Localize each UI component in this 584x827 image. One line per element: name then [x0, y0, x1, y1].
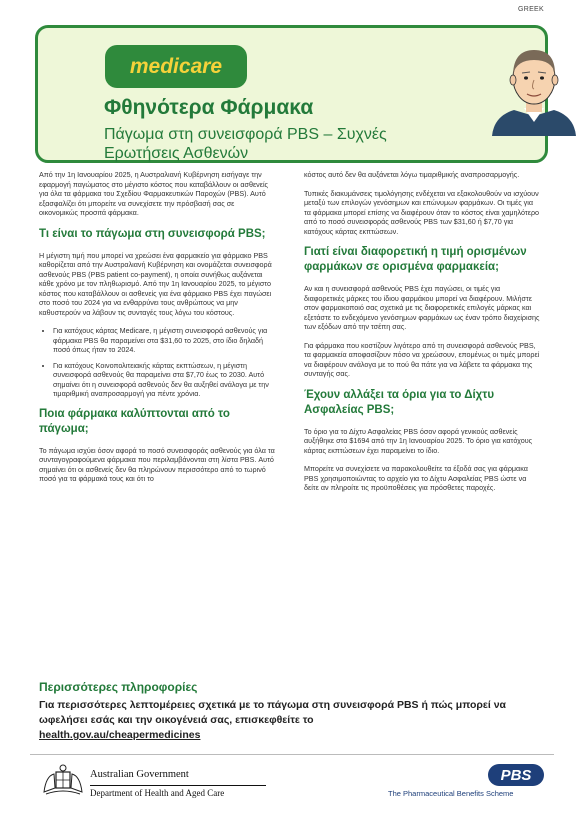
person-illustration-icon [484, 36, 584, 136]
section-heading-medicines: Ποια φάρμακα καλύπτονται από το πάγωμα; [39, 407, 230, 435]
government-name: Australian Government [90, 769, 189, 780]
left-column [39, 170, 275, 493]
right-column [304, 170, 540, 502]
medicines-paragraph: Το πάγωμα ισχύει όσον αφορά το ποσό συνεισφοράς ασθενούς για όλα τα συνταγογραφούμενα φάρμακα που περιλαμβάνονται στη λίστα PBS. Αυτό σημαίνει ότι οι ασθενείς δεν θα πληρώνουν περισσότερο από το τωρινό ποσό για τα φάρμακά τους και ότι το [39, 445, 275, 483]
section-heading-price-difference: Γιατί είναι διαφορετική η τιμή ορισμένων φαρμάκων σε ορισμένα φαρμακεία; [304, 246, 527, 273]
pbs-logo [488, 764, 544, 786]
list-item: • Για κατόχους κάρτας Medicare, η μέγιστη συνεισφορά ασθενούς για φάρμακα PBS θα παραμείνει στα $31,60 το 2025, στο ίδιο δηλαδή ποσό όπως ήταν το 2024. [53, 326, 275, 355]
header-banner [35, 25, 548, 163]
page-title: Φθηνότερα Φάρμακα [104, 96, 314, 119]
intro-paragraph: Από την 1η Ιανουαρίου 2025, η Αυστραλιανή Κυβέρνηση εισήγαγε την εφαρμογή παγώματος στο μέγιστο κόστος που καταβάλλουν οι ασθενείς για όλα τα φάρμακα του Σχεδίου Φαρμακευτικών Παροχών (PBS). Αυτό εξασφαλίζει ότι μπορείτε να συνεχίσετε την πρόσβασή σας σε οικονομικώς προσιτά φάρμακα. [39, 170, 269, 217]
more-info-heading: Περισσότερες πληροφορίες [39, 680, 198, 694]
pbs-tagline: The Pharmaceutical Benefits Scheme [388, 789, 514, 798]
freeze-paragraph: Η μέγιστη τιμή που μπορεί να χρεώσει ένα φαρμακείο για φάρμακο PBS καθορίζεται από την Αυστραλιανή Κυβέρνηση και ονομάζεται συνεισφορά ασθενούς PBS (PBS patient co-payment), η οποία συνήθως αυξάνεται κάθε χρόνο με τον πληθωρισμό. Από την 1η Ιανουαρίου 2025, το μέγιστο κόστος που καταβάλλουν οι ασθενείς για ένα φάρμακο PBS έχει παγώσει στο ποσό του 2024 για να ενθαρρύνει τους ανθρώπους να μην καθυστερούν να λάβουν τις συνταγές τους λόγω του κόστους. [39, 250, 272, 317]
more-info-link[interactable]: health.gov.au/cheapermedicines [39, 729, 201, 741]
list-item: • Για κατόχους Κοινοπολιτειακής κάρτας εκπτώσεων, η μέγιστη συνεισφορά ασθενούς θα παραμείνει στα $7,70 έως το 2030. Αυτό σημαίνει ότι η συνεισφορά ασθενούς δεν θα αυξηθεί ανάλογα με την τιμαριθμική αναπροσαρμογή για πέντε χρόνια. [53, 361, 275, 399]
government-rule [90, 785, 266, 786]
department-name: Department of Health and Aged Care [90, 788, 225, 798]
safety-net-record-paragraph: Μπορείτε να συνεχίσετε να παρακολουθείτε τα έξοδά σας για φάρμακα PBS χρησιμοποιώντας το αρχείο για το Δίχτυ Ασφαλείας PBS ώστε να δείτε αν πληροίτε τις προϋποθέσεις για πρόσθετες παροχές. [304, 464, 528, 492]
more-info-text [39, 698, 539, 743]
section-heading-freeze: Τι είναι το πάγωμα στη συνεισφορά PBS; [39, 227, 266, 240]
medicare-logo: medicare [105, 45, 247, 88]
section-heading-safety-net: Έχουν αλλάξει τα όρια για το Δίχτυ Ασφαλείας PBS; [304, 388, 495, 416]
brand-paragraph: Αν και η συνεισφορά ασθενούς PBS έχει παγώσει, οι τιμές για διαφορετικές μάρκες του ίδιου φαρμάκου μπορεί να διαφέρουν. Μιλήστε στον φαρμακοποιό σας σχετικά με τις διαφορετικές επιλογές μάρκας και εξετάστε το ενδεχόμενο γενόσημων φαρμάκων ως έναν τρόπο διαχείρισης των εξόδων από την τσέπη σας. [304, 284, 540, 331]
pricing-paragraph: Τυπικές διακυμάνσεις τιμολόγησης ενδέχεται να εξακολουθούν να ισχύουν μεταξύ των επιλογών γενόσημων και επώνυμων φαρμάκων. Οι τιμές για τα φάρμακα μπορεί επίσης να διαφέρουν όταν το κόστος είναι χαμηλότερο από το ποσό συνεισφοράς ασθενούς PBS των $31,60 ή $7,70 για κατόχους κάρτας εκπτώσεων. [304, 188, 540, 236]
bullet-list [39, 326, 275, 399]
page-subtitle: Πάγωμα στη συνεισφορά PBS – Συχνές Ερωτήσεις Ασθενών [104, 126, 387, 162]
continued-paragraph: κόστος αυτό δεν θα αυξάνεται λόγω τιμαριθμικής αναπροσαρμογής. [304, 170, 520, 179]
more-info-section [39, 680, 539, 743]
more-info-body: Για περισσότερες λεπτομέρειες σχετικά με το πάγωμα στη συνεισφορά PBS ή πώς μπορεί να ωφελήσει εσάς και την οικογένειά σας, επισκεφθείτε το [39, 699, 506, 726]
pbs-logo-text: PBS [500, 767, 532, 784]
safety-net-paragraph: Το όριο για το Δίχτυ Ασφαλείας PBS όσον αφορά γενικούς ασθενείς αυξήθηκε στα $1694 από την 1η Ιανουαρίου 2025. Το όριο για κατόχους κάρτας εκπτώσεων έχει παραμείνει το ίδιο. [304, 426, 533, 455]
pharmacy-paragraph: Για φάρμακα που κοστίζουν λιγότερο από τη συνεισφορά ασθενούς PBS, τα φαρμακεία αποφασίζουν πόσο να χρεώσουν, επομένως οι τιμές μπορεί να διαφέρουν ανάλογα με το πού θα πάτε για να λάβετε τα φάρμακα της συνταγής σας. [304, 340, 540, 378]
coat-of-arms-icon [40, 762, 86, 798]
footer-divider [30, 754, 554, 755]
language-tag: GREEK [517, 6, 544, 13]
